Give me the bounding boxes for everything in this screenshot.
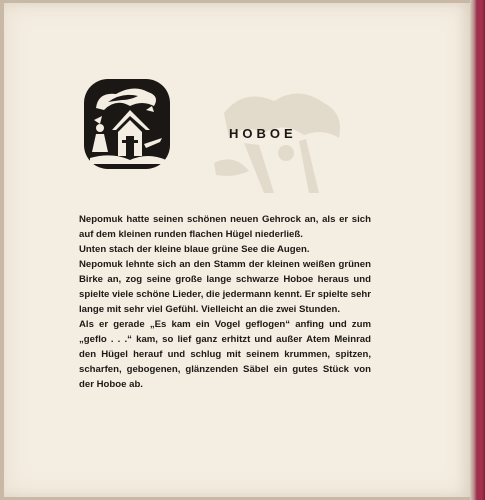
woodcut-illustration	[82, 76, 172, 171]
paragraph: Nepomuk lehnte sich an den Stamm der kleinen weißen grünen Birke an, zog seine große lange schwarze Hoboe heraus und spielte viele schöne Lieder, die jedermann kennt. Er spielte sehr lange mit sehr viel Gefühl. Vielleicht an die zwei Stunden.	[79, 259, 371, 315]
paragraph: Als er gerade „Es kam ein Vogel geflogen“ anfing und zum „geflo . . .“ kam, so lief ganz erhitzt und außer Atem Meinrad den Hügel herauf und schlug mit seinem krummen, spitzen, scharfen, gebogenen, glänzenden Säbel ein gutes Stück von der Hoboe ab.	[79, 319, 371, 390]
book-page	[4, 3, 470, 497]
paragraph: Unten stach der kleine blaue grüne See die Augen.	[79, 244, 310, 255]
chapter-title: HOBOE	[229, 126, 297, 141]
paragraph: Nepomuk hatte seinen schönen neuen Gehrock an, als er sich auf dem kleinen runden flachen Hügel niederließ.	[79, 214, 371, 240]
book-spine-cover	[470, 0, 485, 500]
body-text	[79, 212, 371, 392]
